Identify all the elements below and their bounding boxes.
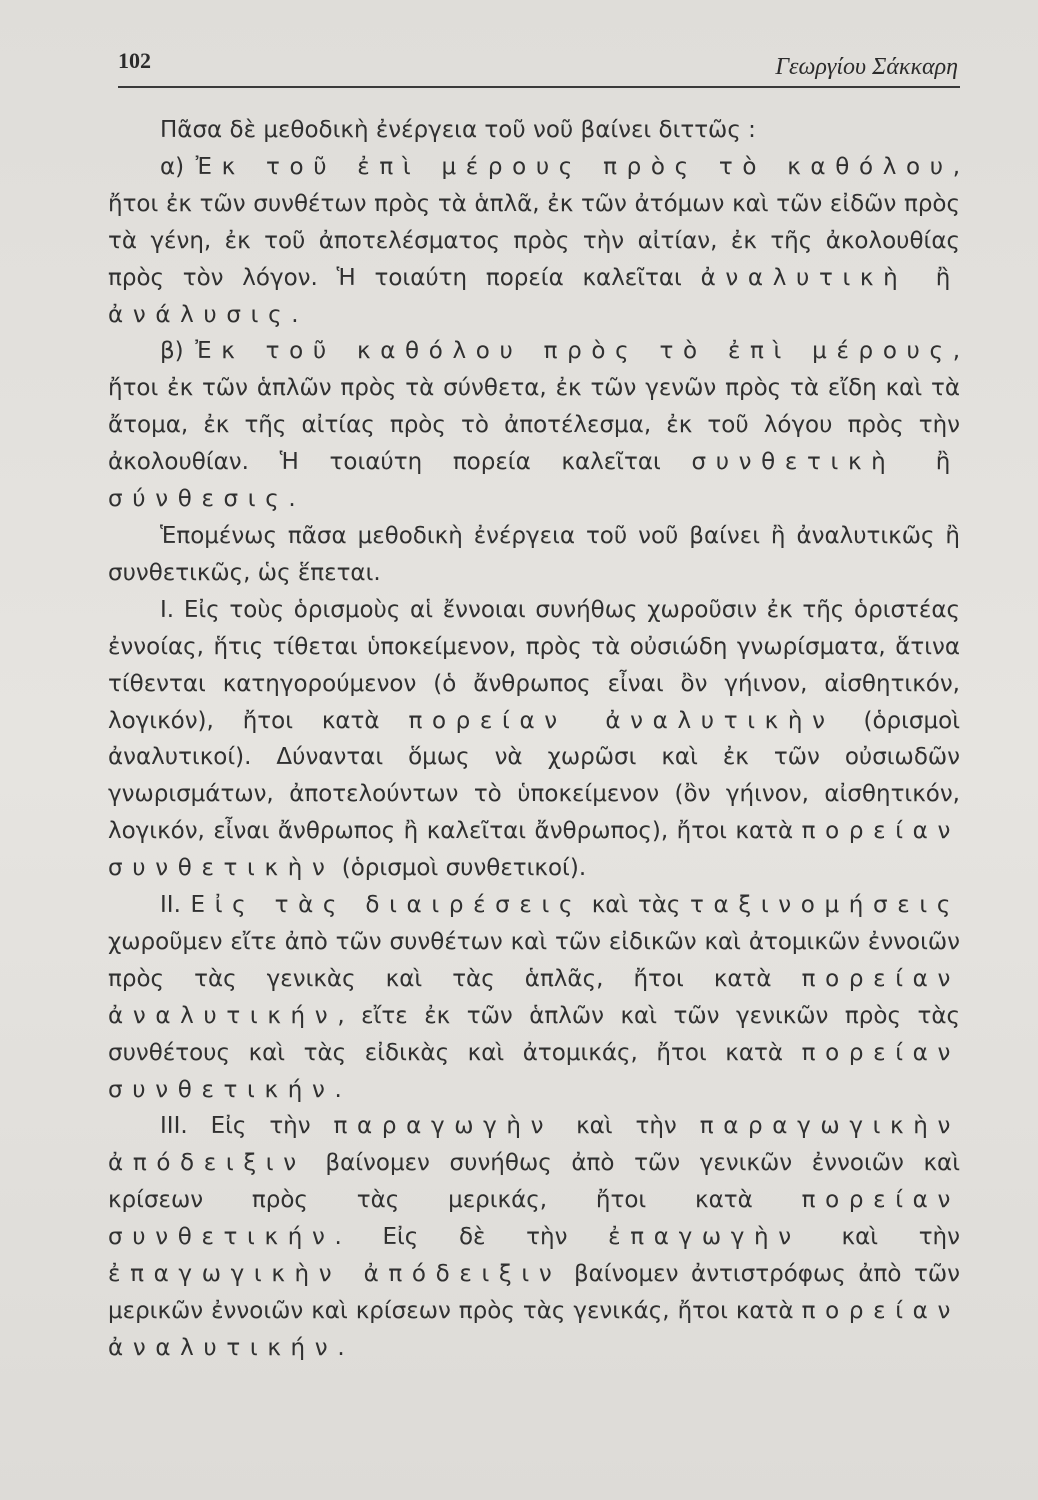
paragraph-text: βαίνομεν ἀντιστρόφως ἀπὸ τῶν μερικῶν ἐννοιῶν καὶ κρίσεων πρὸς τὰς γενικάς, ἤτοι κατὰ [108, 1261, 960, 1324]
paragraph-text: . Εἰς δὲ τὴν [334, 1224, 609, 1251]
paragraph-text: (ὁρισμοὶ ἀναλυτικοί). Δύνανται ὅμως νὰ χωρῶσι καὶ ἐκ τῶν οὐσιωδῶν γνωρισμάτων, ἀποτελούντων τὸ ὑποκείμενον (ὂν γήινον, αἰσθητικόν, λογικόν, εἶναι ἄνθρωπος ἢ καλεῖται ἄνθρωπος), ἤτοι κατὰ [108, 707, 960, 845]
paragraph-text: Ι. Εἰς τοὺς ὁρισμοὺς αἱ ἔννοιαι συνήθως χωροῦσιν ἐκ τῆς ὁριστέας ἐννοίας, ἥτις τίθεται ὑποκείμενον, πρὸς τὰ οὐσιώδη γνωρίσματα, ἅτινα τίθενται κατηγορούμενον (ὁ ἄνθρωπος εἶναι ὂν γήινον, αἰσθητικόν, λογικόν), ἤτοι κατὰ [108, 596, 960, 734]
paragraph-text: καὶ τὴν [553, 1113, 700, 1140]
spaced-emphasis-text: ἐπαγωγὴν [608, 1224, 801, 1251]
paragraph-text: . [334, 1076, 342, 1103]
spaced-emphasis-text: Ἐκ τοῦ καθόλου πρὸς τὸ ἐπὶ μέρους [195, 338, 953, 365]
paragraph-text: , ἤτοι ἐκ τῶν ἁπλῶν πρὸς τὰ σύνθετα, ἐκ τῶν γενῶν πρὸς τὰ εἴδη καὶ τὰ ἄτομα, ἐκ τῆς αἰτίας πρὸς τὸ ἀποτέλεσμα, ἐκ τοῦ λόγου πρὸς τὴν ἀκολουθίαν. Ἡ τοιαύτη πορεία καλεῖται [108, 338, 960, 476]
page-header [118, 42, 960, 88]
paragraph-intro [108, 112, 960, 149]
paragraph-item-2 [108, 887, 960, 1108]
paragraph-text: Πᾶσα δὲ μεθοδικὴ ἐνέργεια τοῦ νοῦ βαίνει διττῶς : [160, 117, 756, 143]
paragraph-text: Ἑπομένως πᾶσα μεθοδικὴ ἐνέργεια τοῦ νοῦ βαίνει ἢ ἀναλυτικῶς ἢ συνθετικῶς, ὡς ἕπεται. [108, 522, 960, 586]
paragraph-text: βαίνομεν συνήθως ἀπὸ τῶν γενικῶν ἐννοιῶν καὶ κρίσεων πρὸς τὰς μερικάς, ἤτοι κατὰ [108, 1150, 960, 1214]
spaced-emphasis-text: πορείαν συνθετικήν [108, 1039, 960, 1103]
paragraph-text: . [288, 486, 296, 513]
paragraph-item-1 [108, 592, 960, 887]
paragraph-text: ΙΙ. [160, 892, 191, 919]
spaced-emphasis-text: πορείαν ἀναλυτικήν [108, 1298, 960, 1361]
spaced-emphasis-text: ἀναλυτικὴ ἢ ἀνάλυσις [108, 264, 960, 328]
spaced-emphasis-text: πορείαν συνθετικήν [108, 1187, 960, 1251]
paragraph-text: χωροῦμεν εἴτε ἀπὸ τῶν συνθέτων καὶ τῶν εἰδικῶν καὶ ἀτομικῶν ἐννοιῶν πρὸς τὰς γενικὰς καὶ τὰς ἁπλᾶς, ἤτοι κατὰ [108, 928, 960, 992]
running-head: Γεωργίου Σάκκαρη [775, 54, 958, 80]
paragraph-text: β) [160, 338, 196, 365]
paragraph-text: . [291, 301, 299, 328]
spaced-emphasis-text: Ἐκ τοῦ ἐπὶ μέρους πρὸς τὸ καθόλου [195, 153, 953, 180]
spaced-emphasis-text: ταξινομήσεις [690, 892, 960, 919]
paragraph-text: καὶ τὰς [582, 892, 691, 919]
spaced-emphasis-text: Εἰς τὰς διαιρέσεις [190, 892, 583, 919]
page-number: 102 [118, 48, 151, 73]
paragraph-consequently [108, 518, 960, 592]
spaced-emphasis-text: συνθετικὴ ἢ σύνθεσις [108, 449, 960, 513]
paragraph-text: α) [160, 153, 196, 180]
spaced-emphasis-text: παραγωγικὴν ἀπόδειξιν [108, 1113, 960, 1177]
paragraph-text: ΙΙΙ. Εἰς τὴν [160, 1113, 334, 1140]
paragraph-text: καὶ τὴν [800, 1224, 960, 1251]
spaced-emphasis-text: παραγωγὴν [333, 1113, 554, 1140]
paragraph-alpha [108, 149, 960, 334]
paragraph-text: , εἴτε ἐκ τῶν ἁπλῶν καὶ τῶν γενικῶν πρὸς τὰς συνθέτους καὶ τὰς εἰδικὰς καὶ ἀτομικάς, ἤτοι κατὰ [108, 1002, 960, 1066]
spaced-emphasis-text: πορείαν συνθετικὴν [108, 818, 960, 882]
spaced-emphasis-text: πορείαν ἀναλυτικήν [108, 965, 960, 1029]
spaced-emphasis-text: ἐπαγωγικὴν ἀπόδειξιν [108, 1261, 562, 1288]
spaced-emphasis-text: πορείαν ἀναλυτικὴν [408, 707, 835, 734]
paragraph-beta [108, 333, 960, 518]
paragraph-item-3 [108, 1108, 960, 1366]
paragraph-text: , ἤτοι ἐκ τῶν συνθέτων πρὸς τὰ ἁπλᾶ, ἐκ τῶν ἀτόμων καὶ τῶν εἰδῶν πρὸς τὰ γένη, ἐκ τοῦ ἀποτελέσματος πρὸς τὴν αἰτίαν, ἐκ τῆς ἀκολουθίας πρὸς τὸν λόγον. Ἡ τοιαύτη πορεία καλεῖται [108, 153, 960, 291]
body-text [108, 112, 960, 1367]
paragraph-text: . [337, 1334, 345, 1361]
paragraph-text: (ὁρισμοὶ συνθετικοί). [334, 855, 587, 882]
